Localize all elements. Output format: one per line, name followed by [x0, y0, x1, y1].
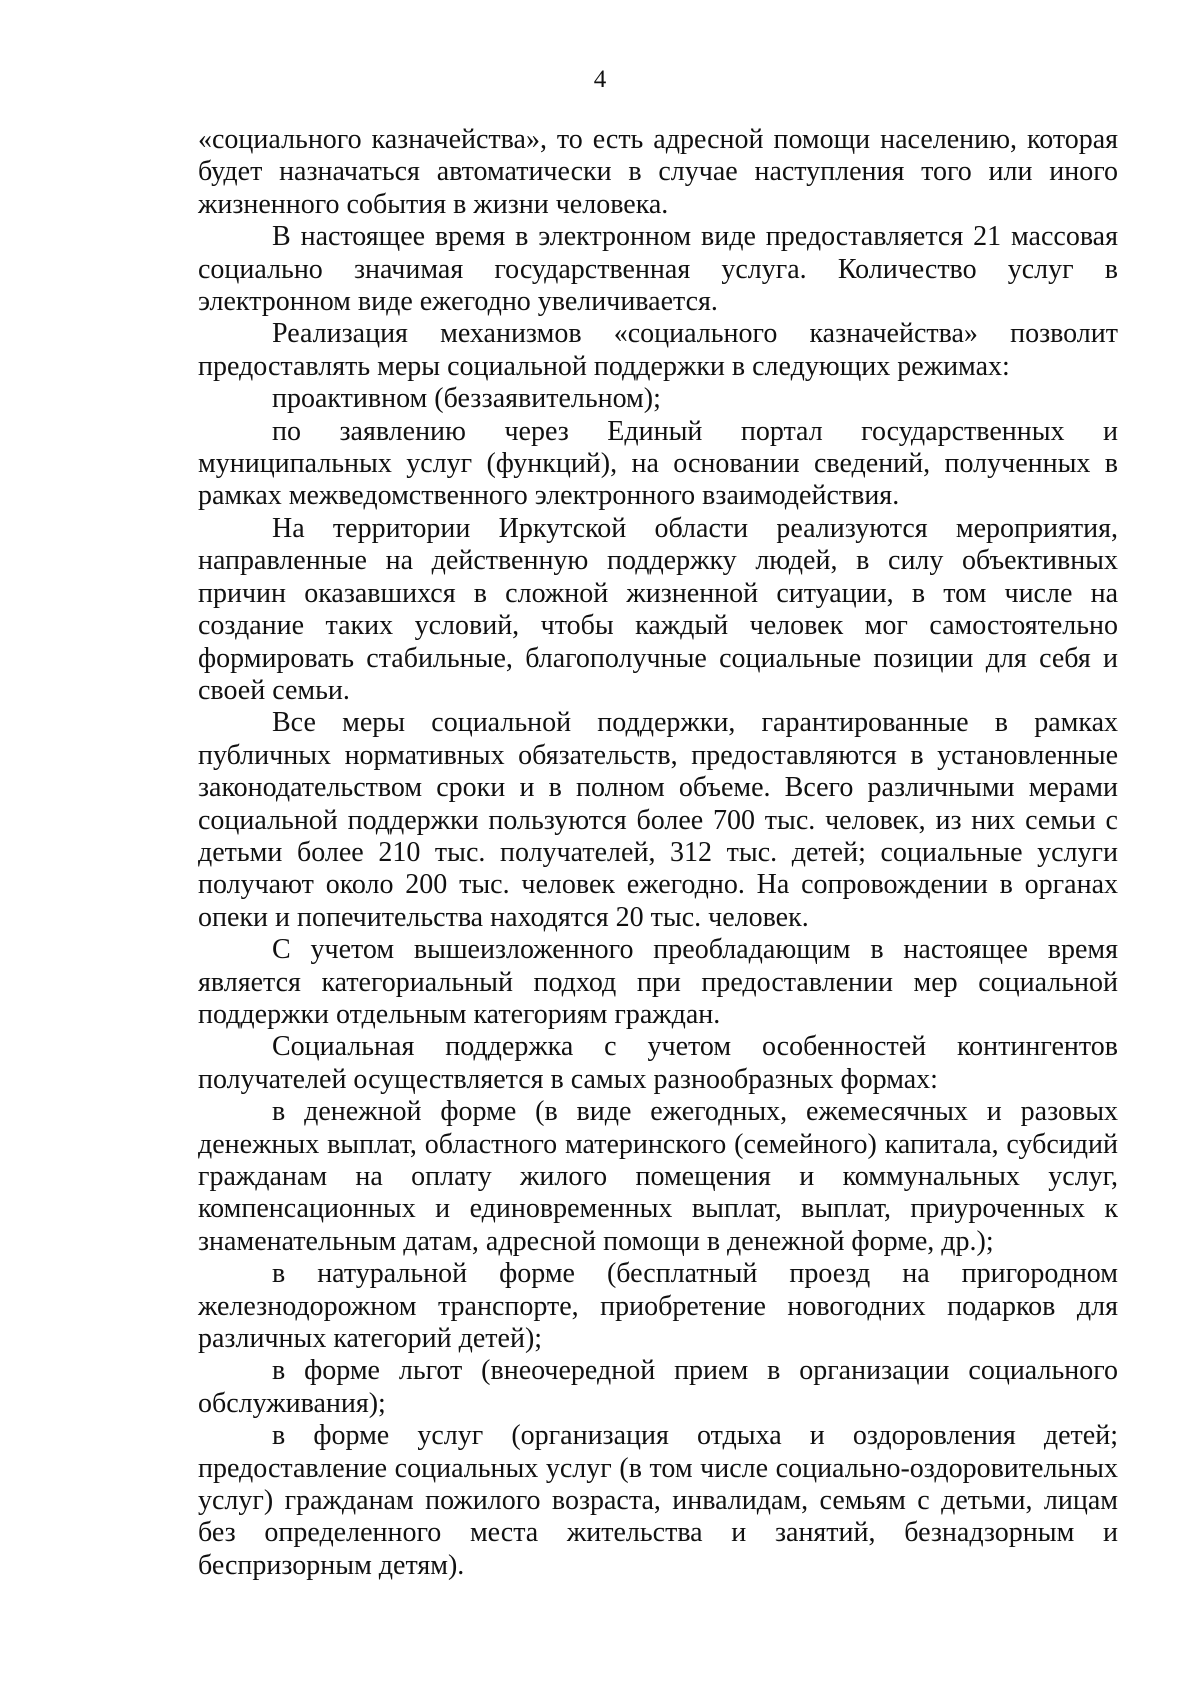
paragraph: С учетом вышеизложенного преобладающим в настоящее время является категориальный подход при предоставлении мер социальной поддержки отдельным категориям граждан.	[198, 934, 1118, 1030]
paragraph: В настоящее время в электронном виде предоставляется 21 массовая социально значимая государственная услуга. Количество услуг в электронном виде ежегодно увеличивается.	[198, 221, 1118, 318]
list-item-mode: по заявлению через Единый портал государственных и муниципальных услуг (функций), на основании сведений, полученных в рамках межведомственного электронного взаимодействия.	[198, 415, 1118, 512]
document-body	[198, 124, 1118, 1582]
list-item-mode: проактивном (беззаявительном);	[272, 383, 661, 415]
paragraph: Социальная поддержка с учетом особенностей контингентов получателей осуществляется в самых разнообразных формах:	[198, 1031, 1118, 1095]
list-item-form: в форме льгот (внеочередной прием в организации социального обслуживания);	[198, 1355, 1118, 1419]
paragraph: На территории Иркутской области реализуются мероприятия, направленные на действенную поддержку людей, в силу объективных причин оказавшихся в сложной жизненной ситуации, в том числе на создание таких условий, чтобы каждый человек мог самостоятельно формировать стабильные, благополучные социальные позиции для себя и своей семьи.	[198, 512, 1118, 706]
paragraph: Реализация механизмов «социального казначейства» позволит предоставлять меры социальной поддержки в следующих режимах:	[198, 318, 1118, 382]
paragraph-continuation: «социального казначейства», то есть адресной помощи населению, которая будет назначаться автоматически в случае наступления того или иного жизненного события в жизни человека.	[198, 124, 1118, 220]
paragraph: Все меры социальной поддержки, гарантированные в рамках публичных нормативных обязательств, предоставляются в установленные законодательством сроки и в полном объеме. Всего различными мерами социальной поддержки пользуются более 700 тыс. человек, из них семьи с детьми более 210 тыс. получателей, 312 тыс. детей; социальные услуги получают около 200 тыс. человек ежегодно. На сопровождении в органах опеки и попечительства находятся 20 тыс. человек.	[198, 707, 1118, 933]
list-item-form: в натуральной форме (бесплатный проезд на пригородном железнодорожном транспорте, приобретение новогодних подарков для различных категорий детей);	[198, 1258, 1118, 1355]
list-item-form: в денежной форме (в виде ежегодных, ежемесячных и разовых денежных выплат, областного материнского (семейного) капитала, субсидий гражданам на оплату жилого помещения и коммунальных услуг, компенсационных и единовременных выплат, выплат, приуроченных к знаменательным датам, адресной помощи в денежной форме, др.);	[198, 1096, 1118, 1257]
list-item-form: в форме услуг (организация отдыха и оздоровления детей; предоставление социальных услуг (в том числе социально-оздоровительных услуг) гражданам пожилого возраста, инвалидам, семьям с детьми, лицам без определенного места жительства и занятий, безнадзорным и беспризорным детям).	[198, 1420, 1118, 1581]
page-number: 4	[593, 66, 607, 93]
